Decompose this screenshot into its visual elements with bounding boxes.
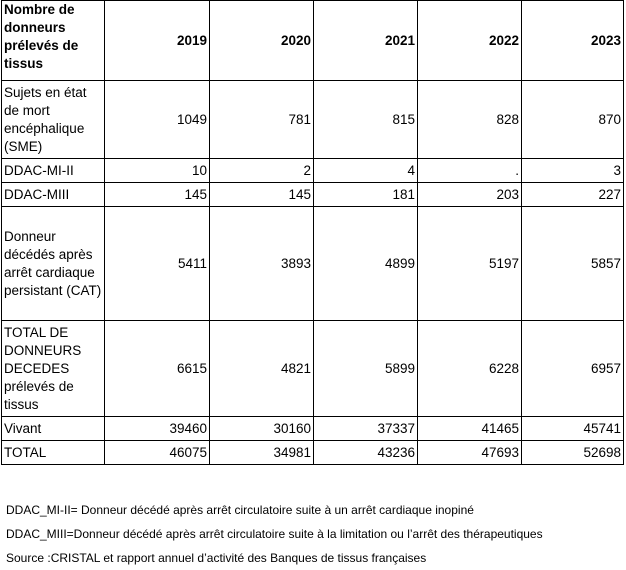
cell-value: 34981 [210,441,314,465]
row-label: DDAC-MIII [2,183,105,207]
row-label: DDAC-MI-II [2,159,105,183]
corner-header: Nombre de donneurs prélevés de tissus [2,1,105,81]
cell-value: 37337 [314,417,418,441]
cell-value: 4 [314,159,418,183]
cell-value: 181 [314,183,418,207]
cell-value: 145 [105,183,210,207]
cell-value: 5899 [314,321,418,417]
cell-value: 3893 [210,207,314,321]
cell-value: 10 [105,159,210,183]
donors-table [1,0,624,465]
cell-value: 5857 [522,207,624,321]
cell-value: . [418,159,522,183]
cell-value: 4899 [314,207,418,321]
row-label: Sujets en état de mort encéphalique (SME) [2,81,105,159]
cell-value: 5197 [418,207,522,321]
table-row [2,321,624,417]
footnotes [6,498,543,570]
cell-value: 227 [522,183,624,207]
cell-value: 870 [522,81,624,159]
year-header: 2022 [418,1,522,81]
footnote-ddac-miii: DDAC_MIII=Donneur décédé après arrêt circulatoire suite à la limitation ou l’arrêt des thérapeutiques [6,527,543,541]
cell-value: 5411 [105,207,210,321]
row-label: Vivant [2,417,105,441]
cell-value: 39460 [105,417,210,441]
cell-value: 4821 [210,321,314,417]
row-label: TOTAL DE DONNEURS DECEDES prélevés de tissus [2,321,105,417]
table-row [2,207,624,321]
cell-value: 1049 [105,81,210,159]
header-row [2,1,624,81]
table-row [2,441,624,465]
table-row [2,183,624,207]
cell-value: 828 [418,81,522,159]
year-header: 2019 [105,1,210,81]
cell-value: 6957 [522,321,624,417]
year-header: 2021 [314,1,418,81]
year-header: 2023 [522,1,624,81]
cell-value: 3 [522,159,624,183]
table-row [2,81,624,159]
cell-value: 30160 [210,417,314,441]
cell-value: 145 [210,183,314,207]
source-note: Source :CRISTAL et rapport annuel d’activité des Banques de tissus françaises [6,551,427,565]
table-row [2,417,624,441]
cell-value: 6228 [418,321,522,417]
cell-value: 6615 [105,321,210,417]
cell-value: 781 [210,81,314,159]
cell-value: 46075 [105,441,210,465]
row-label: TOTAL [2,441,105,465]
table-row [2,159,624,183]
cell-value: 815 [314,81,418,159]
cell-value: 2 [210,159,314,183]
cell-value: 43236 [314,441,418,465]
year-header: 2020 [210,1,314,81]
cell-value: 52698 [522,441,624,465]
cell-value: 47693 [418,441,522,465]
footnote-ddac-mi-ii: DDAC_MI-II= Donneur décédé après arrêt circulatoire suite à un arrêt cardiaque inopiné [6,503,474,517]
cell-value: 41465 [418,417,522,441]
cell-value: 203 [418,183,522,207]
cell-value: 45741 [522,417,624,441]
row-label: Donneur décédés après arrêt cardiaque persistant (CAT) [2,207,105,321]
